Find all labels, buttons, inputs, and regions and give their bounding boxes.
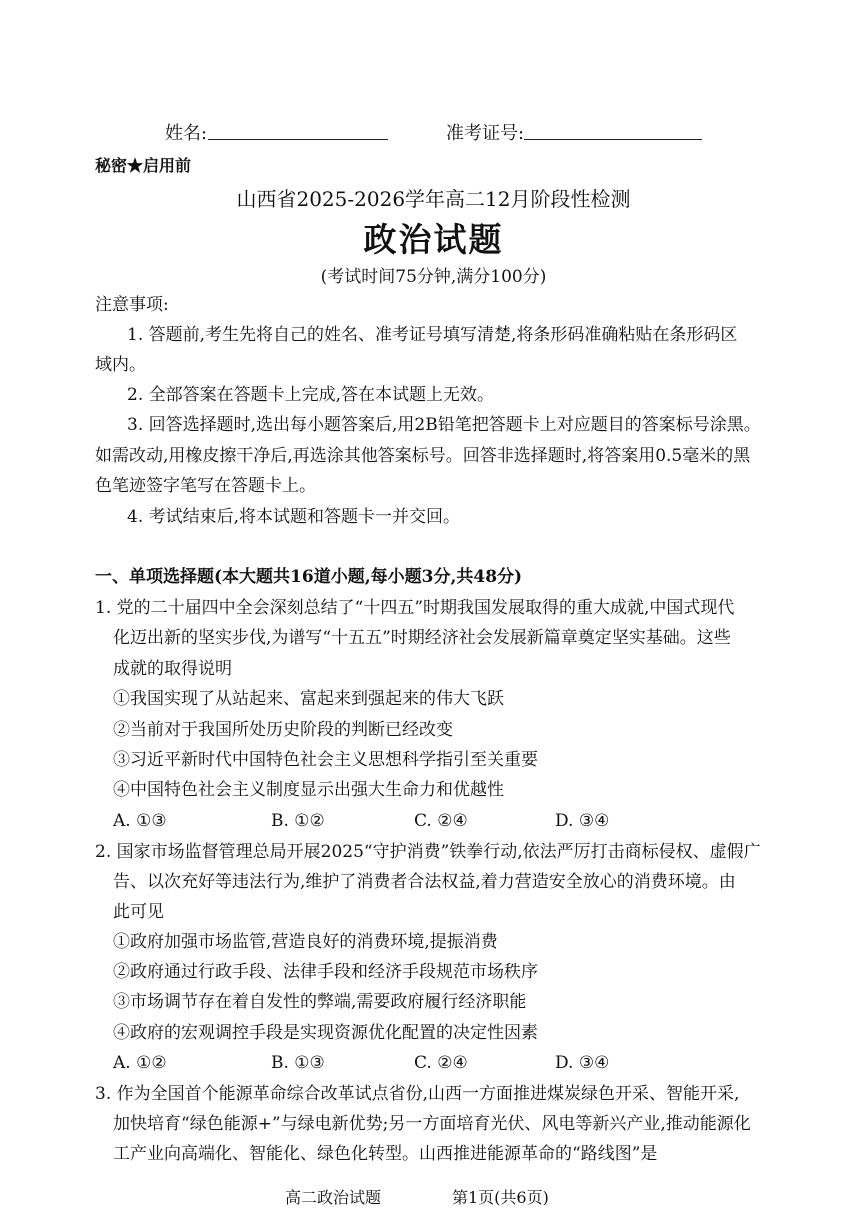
- section-heading: 一、单项选择题(本大题共16道小题,每小题3分,共48分): [95, 567, 523, 587]
- statement-item: ④政府的宏观调控手段是实现资源优化配置的决定性因素: [113, 1023, 538, 1043]
- option-b[interactable]: B. ①②: [271, 811, 325, 831]
- option-c[interactable]: C. ②④: [414, 1053, 468, 1073]
- notes-line: 1. 答题前,考生先将自己的姓名、准考证号填写清楚,将条形码准确粘贴在条形码区: [127, 325, 738, 345]
- question-stem: 工产业向高端化、智能化、绿色化转型。山西推进能源革命的“路线图”是: [113, 1144, 658, 1164]
- question-stem: 此可见: [113, 902, 164, 922]
- footer-page-number: 第1页(共6页): [452, 1188, 549, 1207]
- option-c[interactable]: C. ②④: [414, 811, 468, 831]
- statement-item: ①政府加强市场监管,营造良好的消费环境,提振消费: [113, 932, 498, 952]
- question-stem: 化迈出新的坚实步伐,为谱写“十五五”时期经济社会发展新篇章奠定坚实基础。这些: [113, 628, 731, 648]
- name-label: 姓名:: [165, 123, 208, 144]
- question-stem: 3. 作为全国首个能源革命综合改革试点省份,山西一方面推进煤炭绿色开采、智能开采,: [95, 1084, 740, 1104]
- name-blank[interactable]: [208, 139, 388, 140]
- notes-line: 域内。: [95, 355, 146, 375]
- question-stem: 1. 党的二十届四中全会深刻总结了“十四五”时期我国发展取得的重大成就,中国式现代: [95, 598, 735, 618]
- statement-item: ①我国实现了从站起来、富起来到强起来的伟大飞跃: [113, 689, 504, 709]
- exam-title: 山西省2025-2026学年高二12月阶段性检测: [236, 187, 631, 211]
- subject-title: 政治试题: [363, 220, 504, 259]
- notes-line: 2. 全部答案在答题卡上完成,答在本试题上无效。: [127, 385, 495, 405]
- time-info: (考试时间75分钟,满分100分): [320, 267, 547, 287]
- notes-line: 色笔迹签字笔写在答题卡上。: [95, 476, 316, 496]
- question-stem: 告、以次充好等违法行为,维护了消费者合法权益,着力营造安全放心的消费环境。由: [113, 872, 736, 892]
- option-d[interactable]: D. ③④: [555, 811, 610, 831]
- notes-heading: 注意事项:: [95, 295, 169, 315]
- notes-line: 如需改动,用橡皮擦干净后,再选涂其他答案标号。回答非选择题时,将答案用0.5毫米的黑: [95, 446, 751, 466]
- option-a[interactable]: A. ①③: [113, 811, 167, 831]
- exam-id-label: 准考证号:: [446, 123, 525, 144]
- question-stem: 加快培育“绿色能源+”与绿电新优势;另一方面培育光伏、风电等新兴产业,推动能源化: [113, 1114, 751, 1134]
- statement-item: ②政府通过行政手段、法律手段和经济手段规范市场秩序: [113, 962, 538, 982]
- statement-item: ④中国特色社会主义制度显示出强大生命力和优越性: [113, 780, 504, 800]
- question-stem: 2. 国家市场监督管理总局开展2025“守护消费”铁拳行动,依法严厉打击商标侵权、虚假广: [95, 842, 761, 862]
- footer-subject: 高二政治试题: [285, 1188, 382, 1207]
- option-a[interactable]: A. ①②: [113, 1053, 167, 1073]
- statement-item: ③习近平新时代中国特色社会主义思想科学指引至关重要: [113, 750, 538, 770]
- option-b[interactable]: B. ①③: [271, 1053, 325, 1073]
- statement-item: ②当前对于我国所处历史阶段的判断已经改变: [113, 720, 453, 740]
- notes-line: 3. 回答选择题时,选出每小题答案后,用2B铅笔把答题卡上对应题目的答案标号涂黑。: [127, 415, 761, 435]
- exam-id-blank[interactable]: [524, 139, 702, 140]
- statement-item: ③市场调节存在着自发性的弊端,需要政府履行经济职能: [113, 992, 527, 1012]
- question-stem: 成就的取得说明: [113, 659, 232, 679]
- secret-mark: 秘密★启用前: [95, 156, 192, 175]
- notes-line: 4. 考试结束后,将本试题和答题卡一并交回。: [127, 507, 461, 527]
- option-d[interactable]: D. ③④: [555, 1053, 610, 1073]
